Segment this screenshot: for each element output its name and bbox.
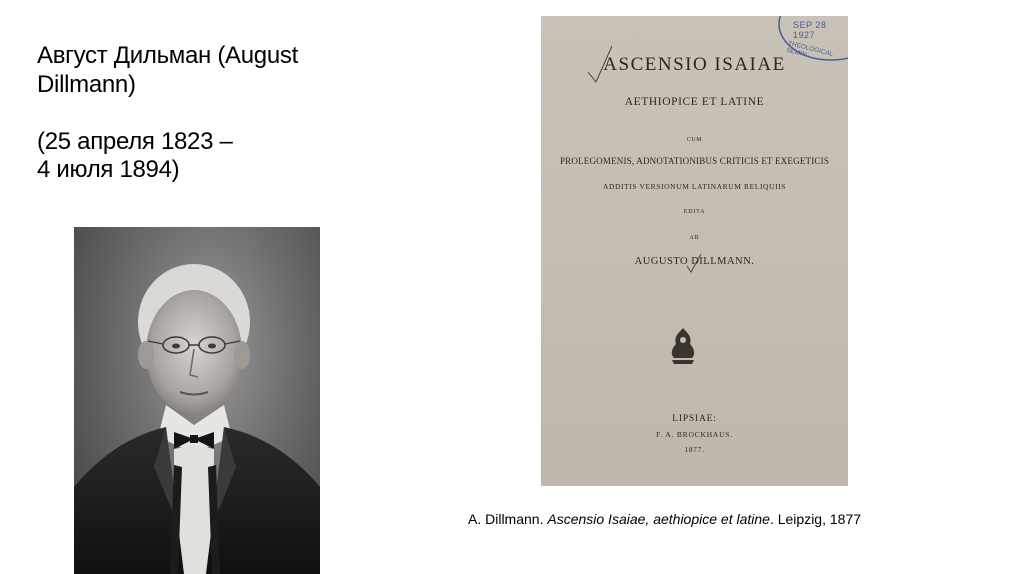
book-subtitle: AETHIOPICE ET LATINE	[624, 96, 765, 108]
book-prolegomenis: PROLEGOMENIS, ADNOTATIONIBUS CRITICIS ET EXEGETICIS	[559, 156, 830, 166]
book-author: AUGUSTO DILLMANN.	[634, 256, 755, 267]
title-spacer	[37, 99, 417, 128]
caption-prefix: A. Dillmann.	[468, 511, 548, 527]
title-line-3: (25 апреля 1823 –	[37, 127, 233, 155]
portrait-photo	[74, 227, 320, 574]
title-line-4: 4 июля 1894)	[37, 156, 180, 183]
caption-italic-title: Ascensio Isaiae, aethiopice et latine	[547, 511, 770, 527]
book-additis: ADDITIS VERSIONUM LATINARUM RELIQUIIS	[602, 182, 787, 191]
title-line-1: Август Дильман (August	[37, 42, 298, 69]
book-title: ASCENSIO ISAIAE	[603, 54, 786, 75]
portrait-illustration	[74, 227, 320, 574]
book-place: LIPSIAE:	[672, 414, 717, 424]
book-year: 1877.	[684, 445, 705, 454]
book-publisher: F. A. BROCKHAUS.	[655, 430, 733, 439]
book-ab: AB	[689, 235, 700, 241]
printer-device-icon	[666, 324, 700, 368]
stamp-date: SEP 28 1927	[793, 20, 827, 40]
image-caption	[468, 511, 861, 527]
pencil-mark-icon	[685, 252, 703, 274]
caption-suffix: . Leipzig, 1877	[769, 511, 862, 527]
title-line-2: Dillmann)	[37, 70, 136, 98]
stamp-text: THEOLOGICAL SEMIN	[785, 40, 834, 59]
slide-title	[37, 42, 417, 185]
book-title-page	[541, 16, 848, 486]
book-edita: EDITA	[683, 209, 706, 215]
book-cum: CUM	[686, 137, 703, 143]
